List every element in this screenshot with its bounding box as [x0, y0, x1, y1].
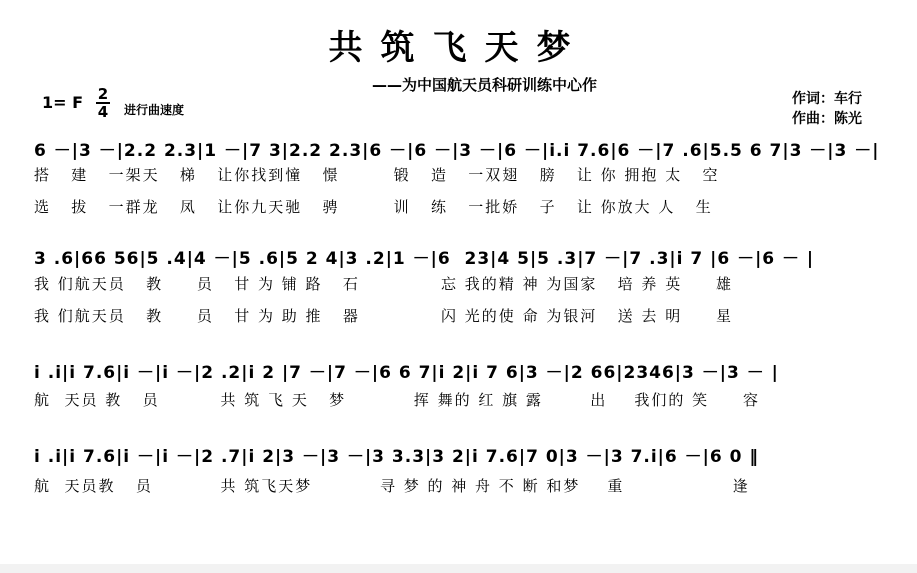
lyric-line-1a: 搭 建 一架天 梯 让你找到憧 憬 锻 造 一双翅 膀 让 你 拥抱 太 空	[34, 166, 720, 184]
notation-line-4: i .i|i 7.6|i －|i －|2 .7|i 2|3 －|3 －|3 3.3|3 2|i 7.6|7 0|3 －|3 7.i|6 －|6 0 ‖	[34, 447, 759, 467]
lyric-line-2a: 我 们航天员 教 员 甘 为 铺 路 石 忘 我的精 神 为国家 培 养 英 雄	[34, 275, 734, 293]
song-title: 共筑飞天梦	[328, 28, 589, 68]
bottom-strip	[0, 564, 917, 573]
key-signature: 1= F	[42, 93, 84, 112]
composer-credit: 作曲：陈光	[792, 111, 862, 127]
lyric-line-3: 航 天员 教 员 共 筑 飞 天 梦 挥 舞的 红 旗 露 出 我们的 笑 容	[34, 391, 760, 409]
lyric-line-2b: 我 们航天员 教 员 甘 为 助 推 器 闪 光的使 命 为银河 送 去 明 星	[34, 307, 734, 325]
notation-line-3: i .i|i 7.6|i －|i －|2 .2|i 2 |7 －|7 －|6 6 7|i 2|i 7 6|3 －|2 66|2346|3 －|3 － |	[34, 363, 779, 383]
notation-line-2: 3 .6|66 56|5 .4|4 －|5 .6|5 2 4|3 .2|1 －|6 23|4 5|5 .3|7 －|7 .3|i 7 |6 －|6 － |	[34, 249, 815, 269]
lyric-line-4: 航 天员教 员 共 筑飞天梦 寻 梦 的 神 舟 不 断 和梦 重 逢	[34, 477, 750, 495]
tempo-marking: 进行曲速度	[124, 103, 185, 117]
lyricist-credit: 作词：车行	[792, 91, 862, 107]
notation-line-1: 6 －|3 －|2.2 2.3|1 －|7 3|2.2 2.3|6 －|6 －|3 －|6 －|i.i 7.6|6 －|7 .6|5.5 6 7|3 －|3 －|	[34, 141, 880, 161]
song-subtitle: ——为中国航天员科研训练中心作	[372, 76, 598, 94]
time-signature	[96, 86, 110, 120]
time-numerator: 2	[97, 85, 109, 103]
time-denominator: 4	[97, 103, 109, 121]
lyric-line-1b: 选 拔 一群龙 凤 让你九天驰 骋 训 练 一批娇 子 让 你放大 人 生	[34, 198, 713, 216]
